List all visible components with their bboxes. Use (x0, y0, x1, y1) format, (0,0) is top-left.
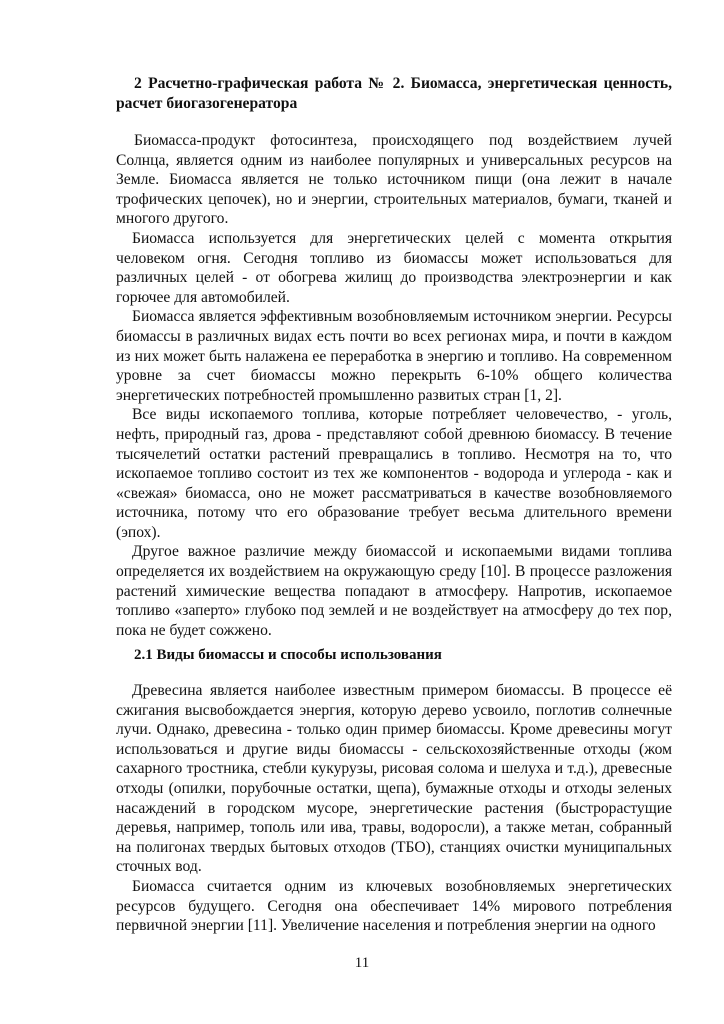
subsection-heading: 2.1 Виды биомассы и способы использования (134, 647, 442, 663)
paragraph: Другое важное различие между биомассой и ископаемыми видами топлива определяется их воздействием на окружающую среду [10]. В процессе разложения растений химические вещества попадают в атмосферу. Напротив, ископаемое топливо «заперто» глубоко под землей и не воздействует на атмосферу до тех пор, пока не будет сожжено. (116, 543, 672, 639)
section-text (116, 681, 672, 936)
paragraph: Биомасса является эффективным возобновляемым источником энергии. Ресурсы биомассы в различных видах есть почти во всех регионах мира, и почти в каждом из них может быть налажена ее переработка в энергию и топливо. На современном уровне за счет биомассы можно перекрыть 6-10% общего количества энергетических потребностей промышленно развитых стран [1, 2]. (116, 308, 672, 404)
page-number: 11 (354, 955, 370, 971)
paragraph: Все виды ископаемого топлива, которые потребляет человечество, - уголь, нефть, природный газ, дрова - представляют собой древнюю биомассу. В течение тысячелетий остатки растений превращались в топливо. Несмотря на то, что ископаемое топливо состоит из тех же компонентов - водорода и углерода - как и «свежая» биомасса, оно не может рассматриваться в качестве возобновляемого источника, потому что его образование требует весьма длительного времени (эпох). (116, 406, 672, 541)
paragraph: Биомасса используется для энергетических целей с момента открытия человеком огня. Сегодня топливо из биомассы может использоваться для различных целей - от обогрева жилищ до производства электроэнергии и как горючее для автомобилей. (116, 229, 672, 306)
section-heading: 2 Расчетно-графическая работа № 2. Биомасса, энергетическая ценность, расчет биогазогенератора (116, 75, 672, 112)
intro-text (116, 131, 672, 640)
paragraph: Биомасса считается одним из ключевых возобновляемых энергетических ресурсов будущего. Сегодня она обеспечивает 14% мирового потребления первичной энергии [11]. Увеличение населения и потребления энергии на одного (116, 877, 672, 935)
paragraph: Древесина является наиболее известным примером биомассы. В процессе её сжигания высвобождается энергия, которую дерево усвоило, поглотив солнечные лучи. Однако, древесина - только один пример биомассы. Кроме древесины могут использоваться и другие виды биомассы - сельскохозяйственные отходы (жом сахарного тростника, стебли кукурузы, рисовая солома и шелуха и т.д.), древесные отходы (опилки, порубочные остатки, щепа), бумажные отходы и отходы зеленых насаждений в городском мусоре, энергетические растения (быстрорастущие деревья, например, тополь или ива, травы, водоросли), а также метан, собранный на полигонах твердых бытовых отходов (ТБО), станциях очистки муниципальных сточных вод. (116, 682, 672, 876)
paragraph: Биомасса-продукт фотосинтеза, происходящего под воздействием лучей Солнца, является одним из наиболее популярных и универсальных ресурсов на Земле. Биомасса является не только источником пищи (она лежит в начале трофических цепочек), но и энергии, строительных материалов, бумаги, тканей и многого другого. (116, 132, 672, 228)
